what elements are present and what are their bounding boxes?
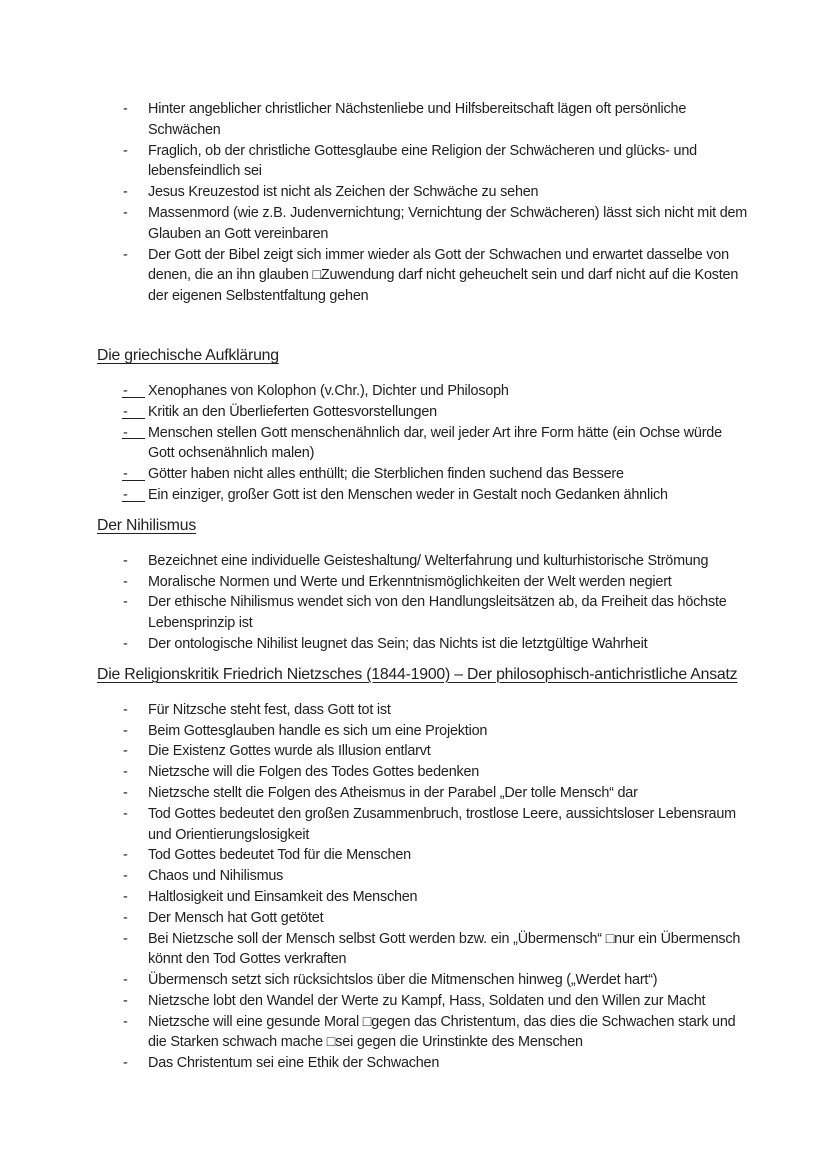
bullet-dash-icon: - (123, 101, 128, 117)
bullet-list (97, 381, 750, 506)
bullet-dash-icon: - (123, 552, 128, 569)
bullet-dash-icon: - (123, 464, 148, 485)
document-section (97, 514, 740, 655)
list-item (97, 423, 750, 465)
section-heading: Der Nihilismus (97, 516, 197, 534)
bullet-dash-icon: - (123, 1013, 128, 1030)
bullet-dash-icon: - (123, 184, 128, 201)
bullet-dash-icon: - (123, 888, 128, 905)
document-section (97, 663, 740, 1074)
list-item-text: Bei Nietzsche soll der Mensch selbst Gott werden bzw. ein „Übermensch“ □nur ein Übermensch könnt den Tod Gottes verkraften (148, 930, 741, 968)
bullet-list (97, 99, 750, 307)
list-item-text: Der ontologische Nihilist leugnet das Sein; das Nichts ist die letztgültige Wahrheit (148, 635, 648, 652)
list-item-text: Der ethische Nihilismus wendet sich von den Handlungsleitsätzen ab, da Freiheit das höchste Lebensprinzip ist (148, 594, 727, 632)
list-item-text: Moralische Normen und Werte und Erkenntnismöglichkeiten der Welt werden negiert (148, 573, 672, 590)
list-item-text: Nietzsche lobt den Wandel der Werte zu Kampf, Hass, Soldaten und den Willen zur Macht (148, 992, 706, 1009)
list-item-text: Jesus Kreuzestod ist nicht als Zeichen der Schwäche zu sehen (148, 184, 539, 201)
bullet-dash-icon: - (123, 805, 128, 822)
document-section (97, 99, 748, 307)
bullet-dash-icon: - (123, 635, 128, 652)
list-item-text: Nietzsche stellt die Folgen des Atheismus in der Parabel „Der tolle Mensch“ dar (148, 784, 638, 801)
list-item-text: Götter haben nicht alles enthüllt; die Sterblichen finden suchend das Bessere (148, 466, 624, 483)
list-item (97, 1053, 750, 1074)
bullet-dash-icon: - (123, 930, 128, 947)
list-item (97, 991, 750, 1012)
bullet-dash-icon: - (123, 1055, 128, 1072)
list-item (97, 908, 750, 929)
list-item (97, 245, 750, 307)
bullet-dash-icon: - (123, 142, 128, 159)
list-item (97, 929, 750, 971)
bullet-dash-icon: - (123, 594, 128, 611)
bullet-dash-icon: - (123, 204, 128, 221)
list-item-text: Fraglich, ob der christliche Gottesglaube eine Religion der Schwächeren und glücks- und lebensfeindlich sei (148, 142, 697, 180)
list-item-text: Kritik an den Überlieferten Gottesvorstellungen (148, 403, 437, 420)
list-item-text: Ein einziger, großer Gott ist den Menschen weder in Gestalt noch Gedanken ähnlich (148, 486, 668, 503)
bullet-dash-icon: - (123, 847, 128, 864)
list-item-text: Die Existenz Gottes wurde als Illusion entlarvt (148, 743, 431, 760)
bullet-dash-icon: - (123, 701, 128, 718)
list-item (97, 572, 750, 593)
list-item-text: Für Nitzsche steht fest, dass Gott tot ist (148, 701, 391, 718)
list-item-text: Xenophanes von Kolophon (v.Chr.), Dichter und Philosoph (148, 382, 509, 399)
list-item (97, 485, 750, 506)
bullet-dash-icon: - (123, 381, 148, 402)
list-item (97, 182, 750, 203)
bullet-dash-icon: - (123, 764, 128, 781)
list-item (97, 141, 750, 183)
list-item (97, 551, 750, 572)
list-item (97, 381, 750, 402)
bullet-list (97, 551, 750, 655)
list-item-text: Hinter angeblicher christlicher Nächstenliebe und Hilfsbereitschaft lägen oft persönliche Schwächen (148, 101, 687, 138)
bullet-dash-icon: - (123, 972, 128, 989)
list-item (97, 203, 750, 245)
list-item-text: Der Gott der Bibel zeigt sich immer wieder als Gott der Schwachen und erwartet dasselbe von denen, die an ihn glauben □Zuwendung darf nicht geheuchelt sein und darf nicht auf die Kosten der eigenen Selbstentfaltung gehen (148, 246, 739, 305)
list-item-text: Der Mensch hat Gott getötet (148, 909, 324, 926)
bullet-dash-icon: - (123, 743, 128, 760)
list-item-text: Tod Gottes bedeutet Tod für die Menschen (148, 847, 411, 864)
list-item (97, 634, 750, 655)
bullet-dash-icon: - (123, 909, 128, 926)
bullet-list (97, 700, 750, 1074)
list-item-text: Menschen stellen Gott menschenähnlich dar, weil jeder Art ihre Form hätte (ein Ochse würde Gott ochsenähnlich malen) (148, 424, 722, 462)
list-item (97, 762, 750, 783)
list-item (97, 1012, 750, 1054)
bullet-dash-icon: - (123, 868, 128, 885)
bullet-dash-icon: - (123, 402, 148, 423)
bullet-dash-icon: - (123, 485, 148, 506)
list-item-text: Bezeichnet eine individuelle Geisteshaltung/ Welterfahrung und kulturhistorische Strömung (148, 552, 709, 569)
list-item (97, 970, 750, 991)
list-item (97, 402, 750, 423)
bullet-dash-icon: - (123, 246, 128, 263)
list-item-text: Massenmord (wie z.B. Judenvernichtung; Vernichtung der Schwächeren) lässt sich nicht mit dem Glauben an Gott vereinbaren (148, 204, 748, 242)
list-item-text: Übermensch setzt sich rücksichtslos über die Mitmenschen hinweg („Werdet hart“) (148, 972, 658, 989)
bullet-dash-icon: - (123, 722, 128, 739)
document-section (97, 344, 740, 506)
list-item (97, 464, 750, 485)
list-item-text: Nietzsche will eine gesunde Moral □gegen das Christentum, das dies die Schwachen stark und die Starken schwach mache □sei gegen die Urinstinkte des Menschen (148, 1013, 736, 1051)
section-heading: Die griechische Aufklärung (97, 346, 279, 364)
list-item (97, 866, 750, 887)
list-item (97, 592, 750, 634)
section-heading: Die Religionskritik Friedrich Nietzsches (1844-1900) – Der philosophisch-antichristliche Ansatz (97, 665, 738, 683)
list-item (97, 99, 750, 141)
list-item (97, 783, 750, 804)
bullet-dash-icon: - (123, 573, 128, 590)
list-item (97, 804, 750, 846)
list-item (97, 845, 750, 866)
list-item-text: Das Christentum sei eine Ethik der Schwachen (148, 1055, 440, 1072)
list-item-text: Tod Gottes bedeutet den großen Zusammenbruch, trostlose Leere, aussichtsloser Lebensraum und Orientierungslosigkeit (148, 805, 736, 843)
bullet-dash-icon: - (123, 992, 128, 1009)
list-item-text: Haltlosigkeit und Einsamkeit des Menschen (148, 888, 418, 905)
list-item (97, 700, 750, 721)
list-item (97, 887, 750, 908)
list-item-text: Chaos und Nihilismus (148, 868, 284, 885)
list-item-text: Nietzsche will die Folgen des Todes Gottes bedenken (148, 764, 480, 781)
bullet-dash-icon: - (123, 423, 148, 444)
list-item-text: Beim Gottesglauben handle es sich um eine Projektion (148, 722, 488, 739)
list-item (97, 721, 750, 742)
list-item (97, 741, 750, 762)
bullet-dash-icon: - (123, 784, 128, 801)
